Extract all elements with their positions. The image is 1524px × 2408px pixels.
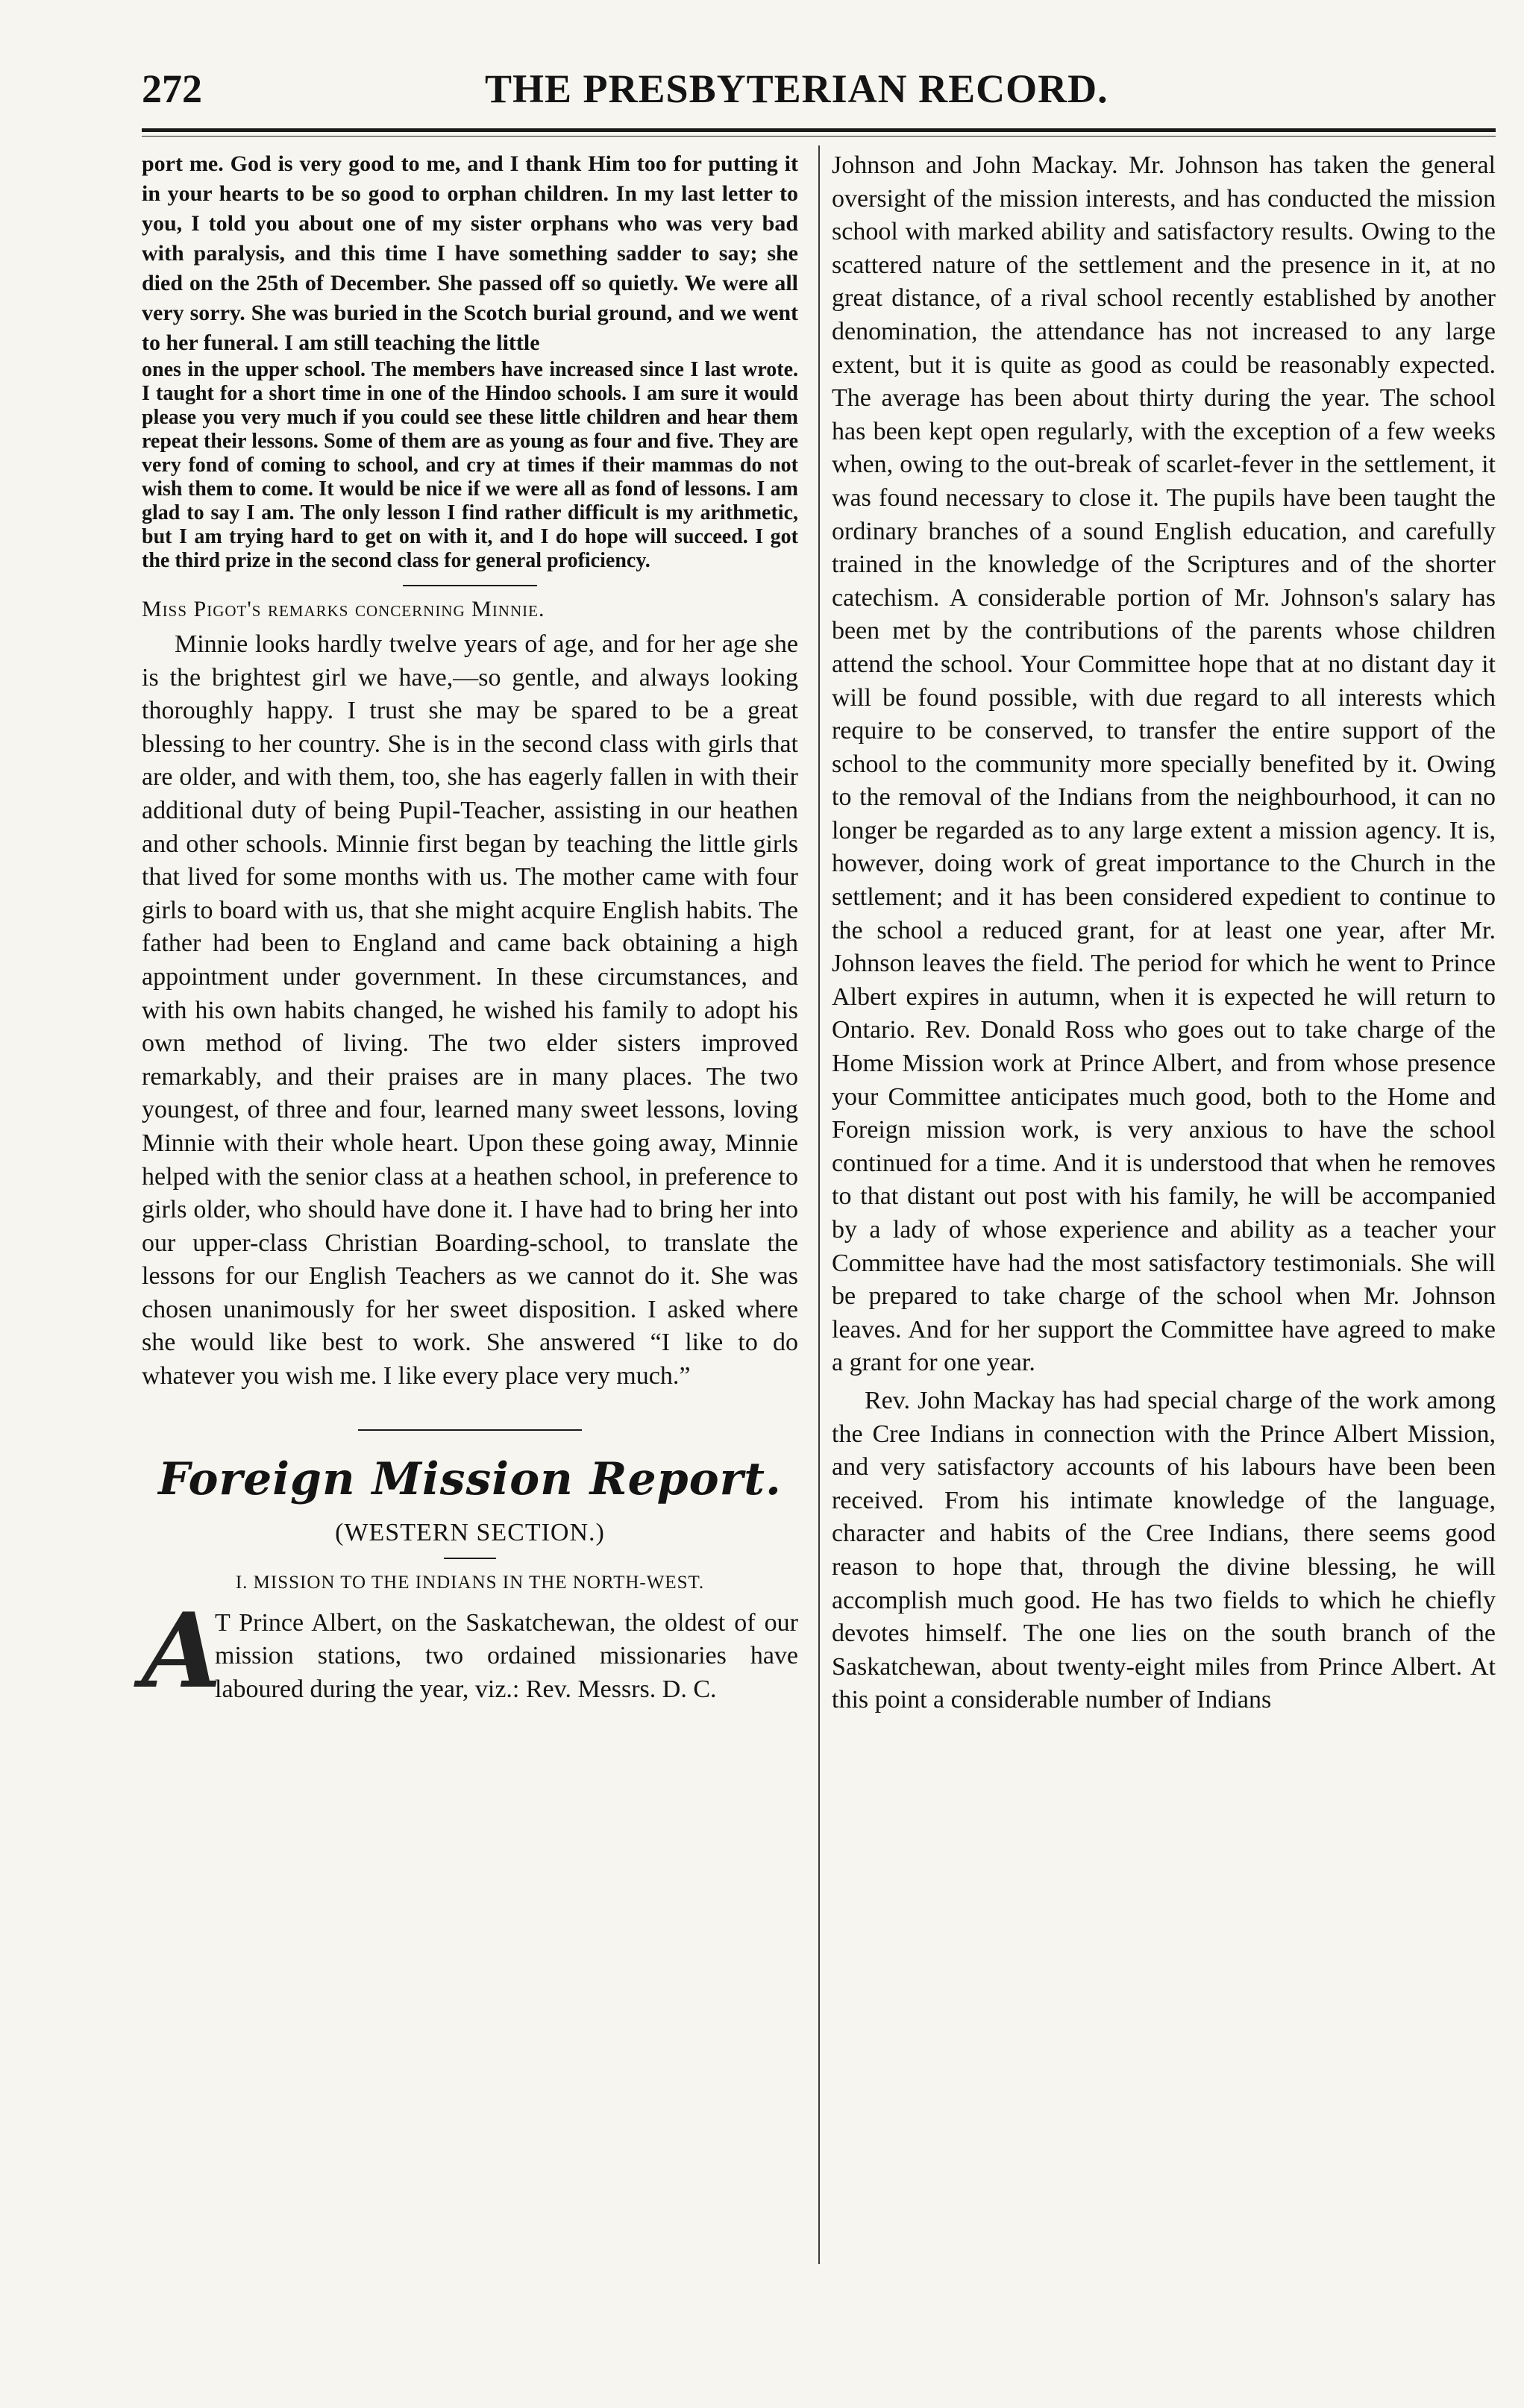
- letter-paragraph-continued: ones in the upper school. The members have increased since I last wrote. I taught for a short time in one of the Hindoo schools. I am sure it would please you very much if you could see these little children and hear them repeat their lessons. Some of them are as young as four and five. They are very fond of coming to school, and cry at times if their mammas do not wish them to come. It would be nice if we were all as fond of lessons. I am glad to say I am. The only lesson I find rather difficult is my arithmetic, but I am trying hard to get on with it, and I do hope will succeed. I got the third prize in the second class for general proficiency.: [142, 358, 798, 572]
- mission-paragraph-1: Johnson and John Mackay. Mr. Johnson has taken the general oversight of the mission interests, and has conducted the mission school with marked ability and satisfactory results. Owing to the scattered nature of the settlement and the presence in it, at no great distance, of a rival school recently established by another denomination, the attendance has not increased to any large extent, but it is quite as good as could be reasonably expected. The average has been about thirty during the year. The school has been kept open regularly, with the exception of a few weeks when, owing to the out-break of scarlet-fever in the settlement, it was found necessary to close it. The pupils have been taught the ordinary branches of a sound English education, and carefully trained in the knowledge of the Scriptures and of the shorter catechism. A considerable portion of Mr. Johnson's salary has been met by the contributions of the parents whose children attend the school. Your Committee hope that at no distant day it will be found possible, with due regard to all interests which require to be conserved, to transfer the entire support of the school to the community more specially benefited by it. Owing to the removal of the Indians from the neighbourhood, it can no longer be regarded as to any large extent a mission agency. It is, however, doing work of great importance to the Church in the settlement; and it has been considered expedient to continue to the school a reduced grant, for at least one year, after Mr. Johnson leaves the field. The period for which he went to Prince Albert expires in autumn, when it is expected he will return to Ontario. Rev. Donald Ross who goes out to take charge of the Home Mission work at Prince Albert, and from whose presence your Committee anticipates much good, both to the Home and Foreign mission work, is very anxious to have the school continued for a time. And it is understood that when he removes to that distant out post with his family, he will be accompanied by a lady of whose experience and ability as a teacher your Committee have had the most satisfactory testimonials. She will be prepared to take charge of the school when Mr. Johnson leaves. And for her support the Committee have agreed to make a grant for one year.: [832, 151, 1496, 1377]
- section-subtitle: (WESTERN SECTION.): [335, 1518, 605, 1546]
- header-rule-thin: [142, 136, 1496, 137]
- opening-paragraph-block: [142, 1589, 798, 1711]
- dropcap-letter: A: [142, 1589, 222, 1711]
- page-header: [142, 66, 1514, 118]
- section-divider-long: [358, 1429, 582, 1431]
- mission-paragraph-2: Rev. John Mackay has had special charge of the work among the Cree Indians in connection with the Prince Albert Mission, and very satisfactory accounts of his labours have been been received. From his intimate knowledge of the language, character and habits of the Cree Indians, there seems good reason to hope that, through the divine blessing, he will accomplish much good. He has two fields to which he chiefly devotes himself. The one lies on the south branch of the Saskatchewan, about twenty-eight miles from Prince Albert. At this point a considerable number of Indians: [832, 1386, 1496, 1714]
- subtitle-divider: [444, 1558, 496, 1559]
- journal-title: THE PRESBYTERIAN RECORD.: [485, 66, 1108, 111]
- header-rule: [142, 128, 1496, 132]
- subsection-title: I. MISSION TO THE INDIANS IN THE NORTH-WEST.: [235, 1572, 705, 1593]
- remarks-paragraph: Minnie looks hardly twelve years of age, and for her age she is the brightest girl we have,—so gentle, and always looking thoroughly happy. I trust she may be spared to be a great blessing to her country. She is in the second class with girls that are older, and with them, too, she has eagerly fallen in with their additional duty of being Pupil-Teacher, assisting in our heathen and other schools. Minnie first began by teaching the little girls that lived for some months with us. The mother came with four girls to board with us, that she might acquire English habits. The father had been to England and came back obtaining a high appointment under government. In these circumstances, and with his own habits changed, he wished his family to adopt his own method of living. The two elder sisters improved remarkably, and their praises are in many places. The two youngest, of three and four, learned many sweet lessons, loving Minnie with their whole heart. Upon these going away, Minnie helped with the senior class at a heathen school, in preference to girls older, who should have done it. I have had to bring her into our upper-class Christian Boarding-school, to translate the lessons for our English Teachers as we cannot do it. She was chosen unanimously for her sweet disposition. I asked where she would like best to work. She answered “I like to do whatever you wish me. I like every place very much.”: [142, 630, 798, 1390]
- section-title: Foreign Mission Report.: [158, 1452, 782, 1505]
- letter-paragraph: port me. God is very good to me, and I thank Him too for putting it in your hearts to be so good to orphan children. In my last letter to you, I told you about one of my sister orphans who was very bad with paralysis, and this time I have something sadder to say; she died on the 25th of December. She passed off so quietly. We were all very sorry. She was buried in the Scotch burial ground, and we went to her funeral. I am still teaching the little: [142, 151, 798, 355]
- section-divider: [403, 585, 537, 586]
- remarks-heading: Miss Pigot's remarks concerning Minnie.: [142, 597, 545, 621]
- right-column: [832, 149, 1496, 1717]
- opening-paragraph: T Prince Albert, on the Saskatchewan, the oldest of our mission stations, two ordained missionaries have laboured during the year, viz.: Rev. Messrs. D. C.: [215, 1608, 798, 1703]
- column-divider: [818, 145, 820, 2264]
- page-number: 272: [142, 66, 202, 111]
- left-column: [142, 149, 798, 1711]
